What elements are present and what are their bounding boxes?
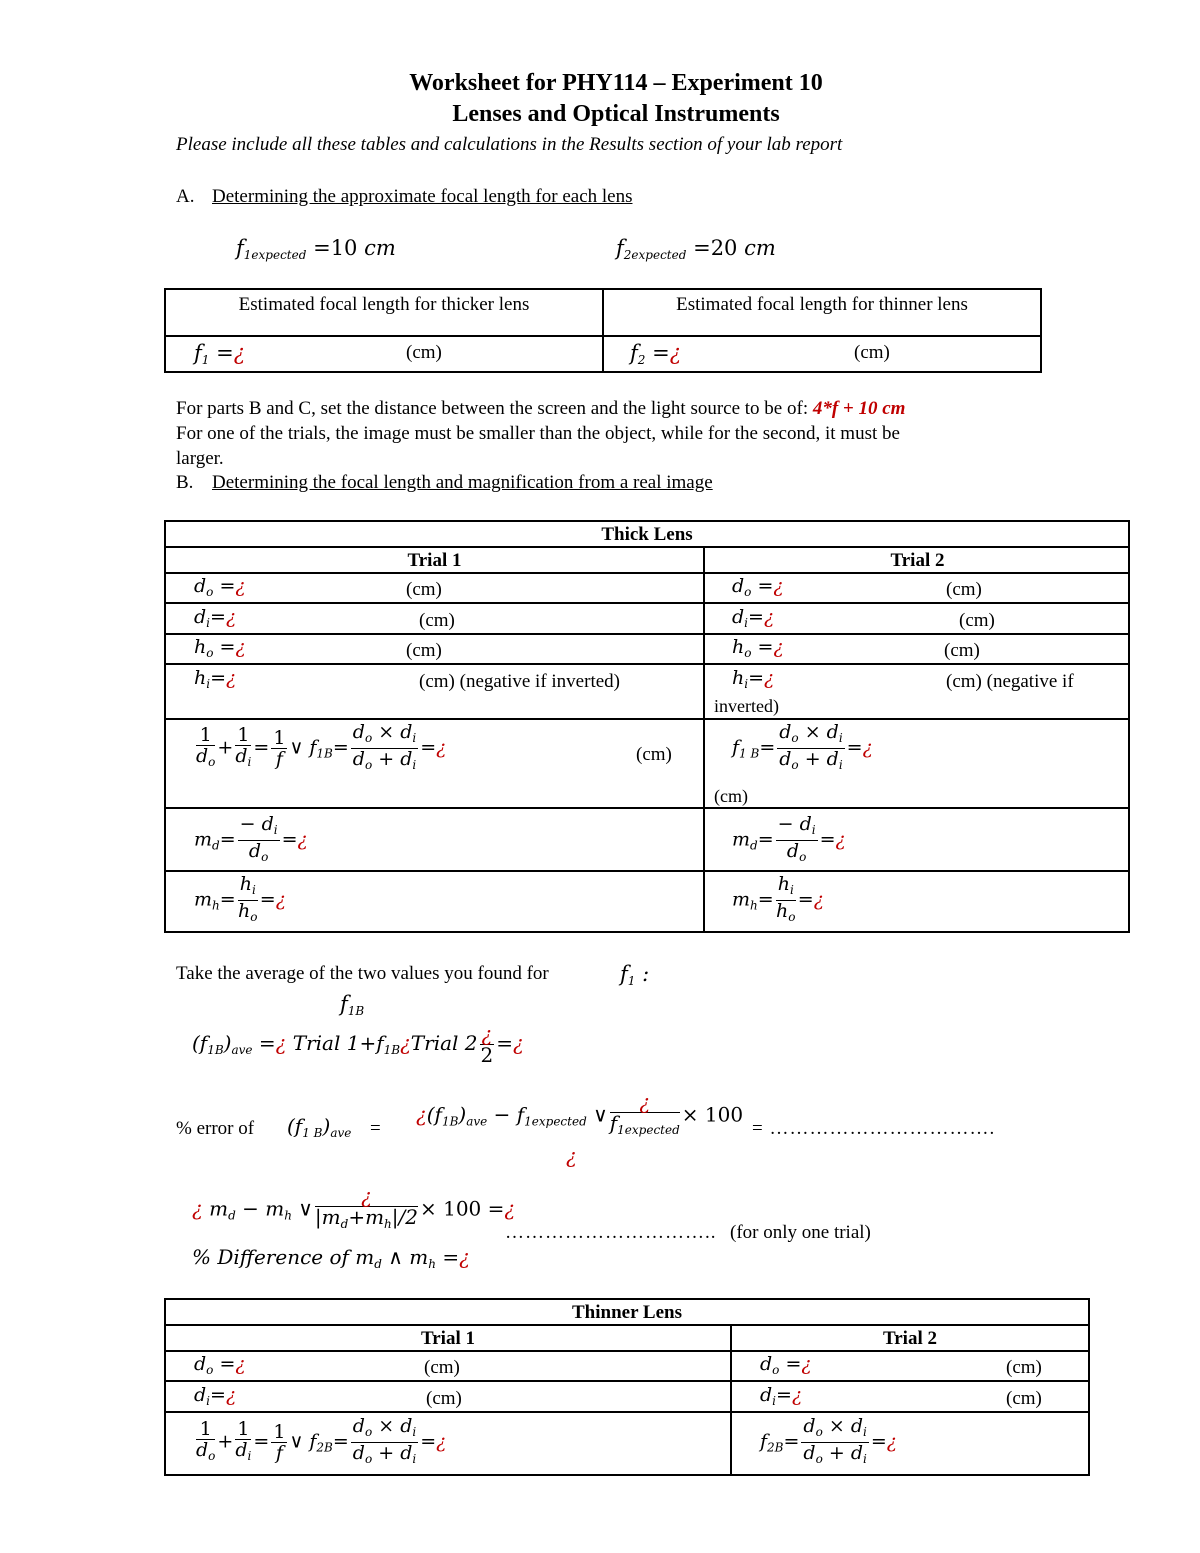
- f2-expected: $f_{2expected} =20$ cm: [616, 236, 776, 262]
- thick-t2-mh[interactable]: $m_h=$ $\frac{h_i}{h_o}$ =¿: [732, 873, 824, 924]
- average-instruction: Take the average of the two values you found for: [176, 963, 549, 984]
- thick-t2-md[interactable]: $m_d=$ $\frac{- d_i}{d_o}$ =¿: [732, 813, 846, 864]
- thick-t1-md[interactable]: $m_d=$ $\frac{- d_i}{d_o}$ =¿: [194, 813, 308, 864]
- thick-t2-hi-unit-a: (cm) (negative if: [946, 671, 1074, 692]
- pct-diff-note: (for only one trial): [730, 1222, 871, 1243]
- thin-lens-table: [164, 1298, 1090, 1476]
- thin-t2-di[interactable]: $d_i=¿$: [760, 1384, 803, 1408]
- thin-t1-lens-equation[interactable]: $\frac{1}{d_o}$ + $\frac{1}{d_i}$ = $\frac{1}{f}$ ∨ $f_{2B}=$ $\frac{d_o \times d_i}{d_o + d_i}$ =¿: [196, 1415, 447, 1466]
- f1-cell[interactable]: $f_1$ =¿ (cm): [165, 336, 603, 372]
- pct-diff-label: % Difference of $m_d$ ∧ $m_h$ =¿: [192, 1245, 470, 1271]
- thick-t1-do-unit: (cm): [406, 579, 442, 600]
- setup-line2: For one of the trials, the image must be smaller than the object, while for the second, it must be: [176, 423, 900, 444]
- thick-t2-do[interactable]: $d_o$ =¿: [732, 575, 784, 599]
- setup-line1: For parts B and C, set the distance between the screen and the light source to be of: 4*f + 10 cm: [176, 398, 906, 419]
- thick-t2-do-unit: (cm): [946, 579, 982, 600]
- thick-t2-ho[interactable]: $h_o$ =¿: [732, 636, 784, 660]
- thick-trial1-header: Trial 1: [407, 550, 462, 571]
- thick-lens-title: Thick Lens: [601, 524, 693, 545]
- average-formula: $(f_{1B})_{ave}$ =¿ Trial $1+f_{1B}¿Trial$ 2 $\frac{¿}{2}$ =¿: [192, 1022, 524, 1067]
- thick-t1-lens-equation[interactable]: $\frac{1}{d_o}$ + $\frac{1}{d_i}$ = $\frac{1}{f}$ ∨ $f_{1B}=$ $\frac{d_o \times d_i}{d_o + d_i}$ =¿: [196, 721, 447, 772]
- page-title: Worksheet for PHY114 – Experiment 10: [409, 70, 823, 96]
- section-a-heading: Determining the approximate focal length for each lens: [212, 186, 633, 207]
- thick-t1-di[interactable]: $d_i=¿$: [194, 606, 237, 630]
- thick-t2-f1b[interactable]: $f_{1 B}=$ $\frac{d_o \times d_i}{d_o + d_i}$ =¿: [732, 721, 873, 772]
- thick-t1-di-unit: (cm): [419, 610, 455, 631]
- pct-error-blank[interactable]: = …………………………….: [752, 1118, 996, 1139]
- thick-t2-di-unit: (cm): [959, 610, 995, 631]
- f2-unit: (cm): [854, 342, 890, 363]
- thin-t2-f2b[interactable]: $f_{2B}=$ $\frac{d_o \times d_i}{d_o + d_i}$ =¿: [760, 1415, 897, 1466]
- thick-t2-hi-unit-b: inverted): [714, 696, 779, 716]
- thick-lens-table: [164, 520, 1130, 933]
- thin-t1-di[interactable]: $d_i=¿$: [194, 1384, 237, 1408]
- thick-t1-mh[interactable]: $m_h=$ $\frac{h_i}{h_o}$ =¿: [194, 873, 286, 924]
- thick-t2-di[interactable]: $d_i=¿$: [732, 606, 775, 630]
- thin-trial2-header: Trial 2: [882, 1328, 937, 1349]
- pct-error-symbol: $(f_{1 B})_{ave}$: [287, 1114, 352, 1140]
- f1-expected: $f_{1expected} =10$ cm: [236, 236, 396, 262]
- setup-line3: larger.: [176, 448, 224, 469]
- section-a-letter: A.: [176, 186, 195, 207]
- pct-error-marker: ¿: [566, 1144, 577, 1168]
- thin-t2-do-unit: (cm): [1006, 1357, 1042, 1378]
- thicker-lens-header: Estimated focal length for thicker lens: [165, 289, 603, 336]
- pct-diff-blank[interactable]: …………………………..: [505, 1222, 717, 1243]
- thin-t1-do[interactable]: $d_o$ =¿: [194, 1353, 246, 1377]
- thick-t2-ho-unit: (cm): [944, 640, 980, 661]
- thin-t2-do[interactable]: $d_o$ =¿: [760, 1353, 812, 1377]
- thick-t1-hi[interactable]: $h_i=¿$: [194, 667, 237, 691]
- thinner-lens-header: Estimated focal length for thinner lens: [603, 289, 1041, 336]
- thin-trial1-header: Trial 1: [420, 1328, 475, 1349]
- thick-t1-hi-unit: (cm) (negative if inverted): [419, 671, 620, 692]
- thick-t1-do[interactable]: $d_o$ =¿: [194, 575, 246, 599]
- average-f1b-label: $f_{1B}$: [340, 992, 365, 1018]
- thin-t1-do-unit: (cm): [424, 1357, 460, 1378]
- thin-t2-di-unit: (cm): [1006, 1388, 1042, 1409]
- thin-lens-title: Thinner Lens: [572, 1302, 682, 1323]
- pct-error-formula[interactable]: ¿$(f_{1B})_{ave} - f_{1expected}$ ∨ $\frac{¿}{f_{1expected}}$ × 100: [416, 1090, 744, 1137]
- section-b-letter: B.: [176, 472, 194, 493]
- thin-t1-di-unit: (cm): [426, 1388, 462, 1409]
- f2-cell[interactable]: $f_2$ =¿ (cm): [603, 336, 1041, 372]
- thick-t1-f-unit: (cm): [636, 744, 672, 765]
- f1-unit: (cm): [406, 342, 442, 363]
- thick-t1-ho-unit: (cm): [406, 640, 442, 661]
- page-subtitle: Lenses and Optical Instruments: [452, 101, 780, 127]
- focal-length-table: [164, 288, 1042, 373]
- setup-distance-formula: 4*f + 10 cm: [812, 398, 906, 419]
- section-b-heading: Determining the focal length and magnification from a real image: [212, 472, 713, 493]
- thick-t2-hi[interactable]: $h_i=¿$: [732, 667, 775, 691]
- instruction-text: Please include all these tables and calculations in the Results section of your lab report: [176, 134, 843, 155]
- thick-trial2-header: Trial 2: [890, 550, 945, 571]
- pct-error-equals: =: [370, 1118, 381, 1139]
- pct-diff-formula[interactable]: ¿ $m_d - m_h$ ∨ $\frac{¿}{|m_d+m_h|/2}$ × 100 =¿: [192, 1184, 516, 1231]
- thick-t1-ho[interactable]: $h_o$ =¿: [194, 636, 246, 660]
- pct-error-label: % error of: [176, 1118, 255, 1139]
- average-f1-symbol: $f_1$ :: [620, 962, 650, 988]
- thick-t2-f-unit: (cm): [714, 786, 748, 806]
